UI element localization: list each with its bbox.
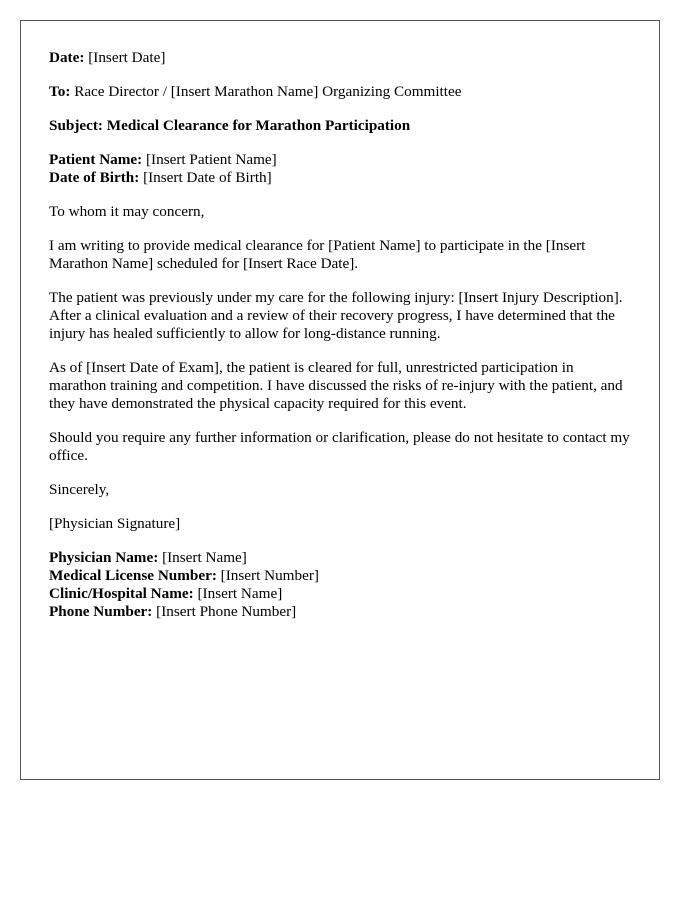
recipient-label: To: (49, 83, 71, 100)
clinic-label: Clinic/Hospital Name: (49, 585, 194, 602)
recipient-value: Race Director / [Insert Marathon Name] Organizing Committee (74, 83, 462, 100)
phone-value: [Insert Phone Number] (156, 603, 297, 620)
recipient-line (49, 83, 631, 101)
license-label: Medical License Number: (49, 567, 217, 584)
patient-dob-value: [Insert Date of Birth] (143, 169, 272, 186)
phone-label: Phone Number: (49, 603, 153, 620)
letter-page (20, 20, 660, 780)
body-paragraph: Should you require any further information or clarification, please do not hesitate to contact my office. (49, 429, 630, 464)
patient-name-line (49, 151, 631, 169)
clinic-line (49, 585, 631, 603)
license-line (49, 567, 631, 585)
patient-info (49, 151, 631, 187)
closing: Sincerely, (49, 481, 110, 498)
date-line (49, 49, 631, 67)
clinic-value: [Insert Name] (197, 585, 283, 602)
patient-dob-label: Date of Birth: (49, 169, 140, 186)
physician-name-value: [Insert Name] (162, 549, 247, 566)
physician-info (49, 549, 631, 621)
patient-name-label: Patient Name: (49, 151, 143, 168)
signature-placeholder: [Physician Signature] (49, 515, 181, 532)
salutation: To whom it may concern, (49, 203, 205, 220)
patient-name-value: [Insert Patient Name] (146, 151, 277, 168)
body-paragraph: I am writing to provide medical clearance for [Patient Name] to participate in the [Insert Marathon Name] scheduled for [Insert Race Date]. (49, 237, 586, 272)
date-label: Date: (49, 49, 85, 66)
body-paragraph: As of [Insert Date of Exam], the patient is cleared for full, unrestricted participation in marathon training and competition. I have discussed the risks of re-injury with the patient, and they have demonstrated the physical capacity required for this event. (49, 359, 623, 412)
patient-dob-line (49, 169, 631, 187)
license-value: [Insert Number] (220, 567, 319, 584)
body-paragraph: The patient was previously under my care for the following injury: [Insert Injury Description]. After a clinical evaluation and a review of their recovery progress, I have determined that the injury has healed sufficiently to allow for long-distance running. (49, 289, 623, 342)
subject-line: Subject: Medical Clearance for Marathon Participation (49, 117, 411, 134)
physician-name-line (49, 549, 631, 567)
date-value: [Insert Date] (88, 49, 166, 66)
physician-name-label: Physician Name: (49, 549, 159, 566)
phone-line (49, 603, 631, 621)
